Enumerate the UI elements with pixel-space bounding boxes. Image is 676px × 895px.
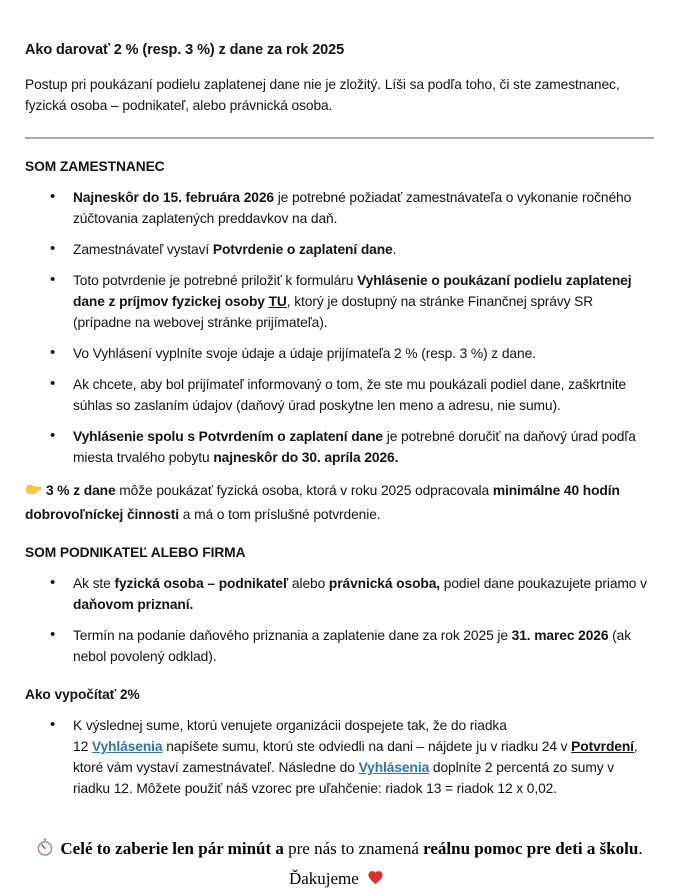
list-item [48, 374, 654, 416]
closing-line-2 [25, 865, 654, 895]
vyhlasenia-link[interactable]: Vyhlásenia [358, 760, 430, 775]
bold-text-segment: Potvrdenie o zaplatení dane [212, 242, 393, 257]
list-item [48, 270, 654, 333]
text-segment: je potrebné doručiť na daňový úrad podľa miesta trvalého pobytu [73, 429, 636, 465]
bold-text-segment: Celé to zaberie len pár minút a [60, 839, 289, 858]
section-heading-business: SOM PODNIKATEĽ ALEBO FIRMA [25, 545, 246, 560]
closing-line-1 [25, 835, 654, 865]
bold-text-segment: právnická osoba, [328, 576, 441, 591]
section-divider [25, 137, 654, 139]
text-segment: Ak ste [73, 576, 115, 591]
pointing-finger-icon [25, 481, 42, 504]
employee-bullet-list [25, 187, 654, 468]
text-segment: 12 [73, 739, 92, 754]
text-segment: môže poukázať fyzická osoba, ktorá v roku 2025 odpracovala [115, 483, 493, 498]
text-segment: alebo [288, 576, 329, 591]
text-segment: a má o tom príslušné potvrdenie. [179, 507, 381, 522]
bold-text-segment: najneskôr do 30. apríla 2026. [213, 450, 399, 465]
section-heading-calc: Ako vypočítať 2% [25, 687, 140, 702]
text-segment: napíšete sumu, ktorú ste odviedli na dani – nájdete ju v riadku 24 v [162, 739, 572, 754]
list-item [48, 573, 654, 615]
bold-text-segment: Vyhlásenie spolu s Potvrdením o zaplatení dane [73, 429, 384, 444]
list-item [48, 715, 654, 799]
intro-paragraph: Postup pri poukázaní podielu zaplatenej dane nie je zložitý. Líši sa podľa toho, či ste zamestnanec, fyzická osoba – podnikateľ, alebo právnická osoba. [25, 77, 620, 113]
bold-text-segment: Vyhlásenie o poukázaní podielu zaplatenej dane z príjmov fyzickej osoby [73, 273, 632, 309]
text-segment: Ak chcete, aby bol prijímateľ informovaný o tom, že ste mu poukázali podiel dane, zaškrtnite súhlas so zaslaním údajov (daňový úrad poskytne len meno a adresu, nie sumu). [73, 377, 627, 413]
page-title: Ako darovať 2 % (resp. 3 %) z dane za rok 2025 [25, 42, 345, 58]
closing-message [25, 835, 654, 895]
text-segment: . [638, 839, 643, 858]
bold-text-segment: daňovom priznaní. [73, 597, 194, 612]
text-segment: podiel dane poukazujete priamo v [440, 576, 647, 591]
tu-link[interactable]: TU [268, 294, 287, 309]
bold-text-segment: minimálne 40 hodín dobrovoľníckej činnosti [25, 483, 620, 522]
text-segment: doplníte 2 percentá zo sumy v riadku 12. Môžete použiť náš vzorec pre uľahčenie: riadok 13 = riadok 12 x 0,02. [73, 760, 615, 796]
text-segment: , ktorý je dostupný na stránke Finančnej správy SR (prípadne na webovej stránke prijímateľa). [73, 294, 594, 330]
list-item [48, 625, 654, 667]
bold-text-segment: fyzická osoba – podnikateľ [114, 576, 289, 591]
volunteer-note-paragraph [25, 480, 654, 525]
bold-text-segment: 3 % z dane [46, 483, 116, 498]
bold-text-segment: Najneskôr do 15. februára 2026 [73, 190, 274, 205]
list-item [48, 343, 654, 364]
bold-text-segment: reálnu pomoc pre deti a školu [423, 839, 639, 858]
section-heading-employee: SOM ZAMESTNANEC [25, 159, 165, 174]
bold-text-segment: 31. marec 2026 [511, 628, 609, 643]
text-segment: je potrebné požiadať zamestnávateľa o vykonanie ročného zúčtovania zaplatených preddavkov na daň. [73, 190, 632, 226]
thanks-text: Ďakujeme [288, 869, 359, 888]
text-segment: Termín na podanie daňového priznania a zaplatenie dane za rok 2025 je [73, 628, 512, 643]
text-segment: Zamestnávateľ vystaví [73, 242, 213, 257]
potvrdeni-emphasis: Potvrdení [571, 739, 634, 754]
text-segment: , ktoré vám vystaví zamestnávateľ. Následne do [73, 739, 638, 775]
list-item [48, 187, 654, 229]
text-segment: Toto potvrdenie je potrebné priložiť k formuláru [73, 273, 358, 288]
text-segment: Vo Vyhlásení vyplníte svoje údaje a údaje prijímateľa 2 % (resp. 3 %) z dane. [73, 346, 536, 361]
text-segment: . [392, 242, 397, 257]
stopwatch-icon [36, 837, 54, 865]
text-segment: (ak nebol povolený odklad). [73, 628, 632, 664]
calc-bullet-list [25, 715, 654, 799]
list-item [48, 426, 654, 468]
text-segment: K výslednej sume, ktorú venujete organizácii dospejete tak, že do riadka [73, 718, 507, 733]
heart-icon [367, 867, 384, 895]
text-segment: pre nás to znamená [288, 839, 424, 858]
vyhlasenia-link[interactable]: Vyhlásenia [91, 739, 163, 754]
list-item [48, 239, 654, 260]
business-bullet-list [25, 573, 654, 667]
